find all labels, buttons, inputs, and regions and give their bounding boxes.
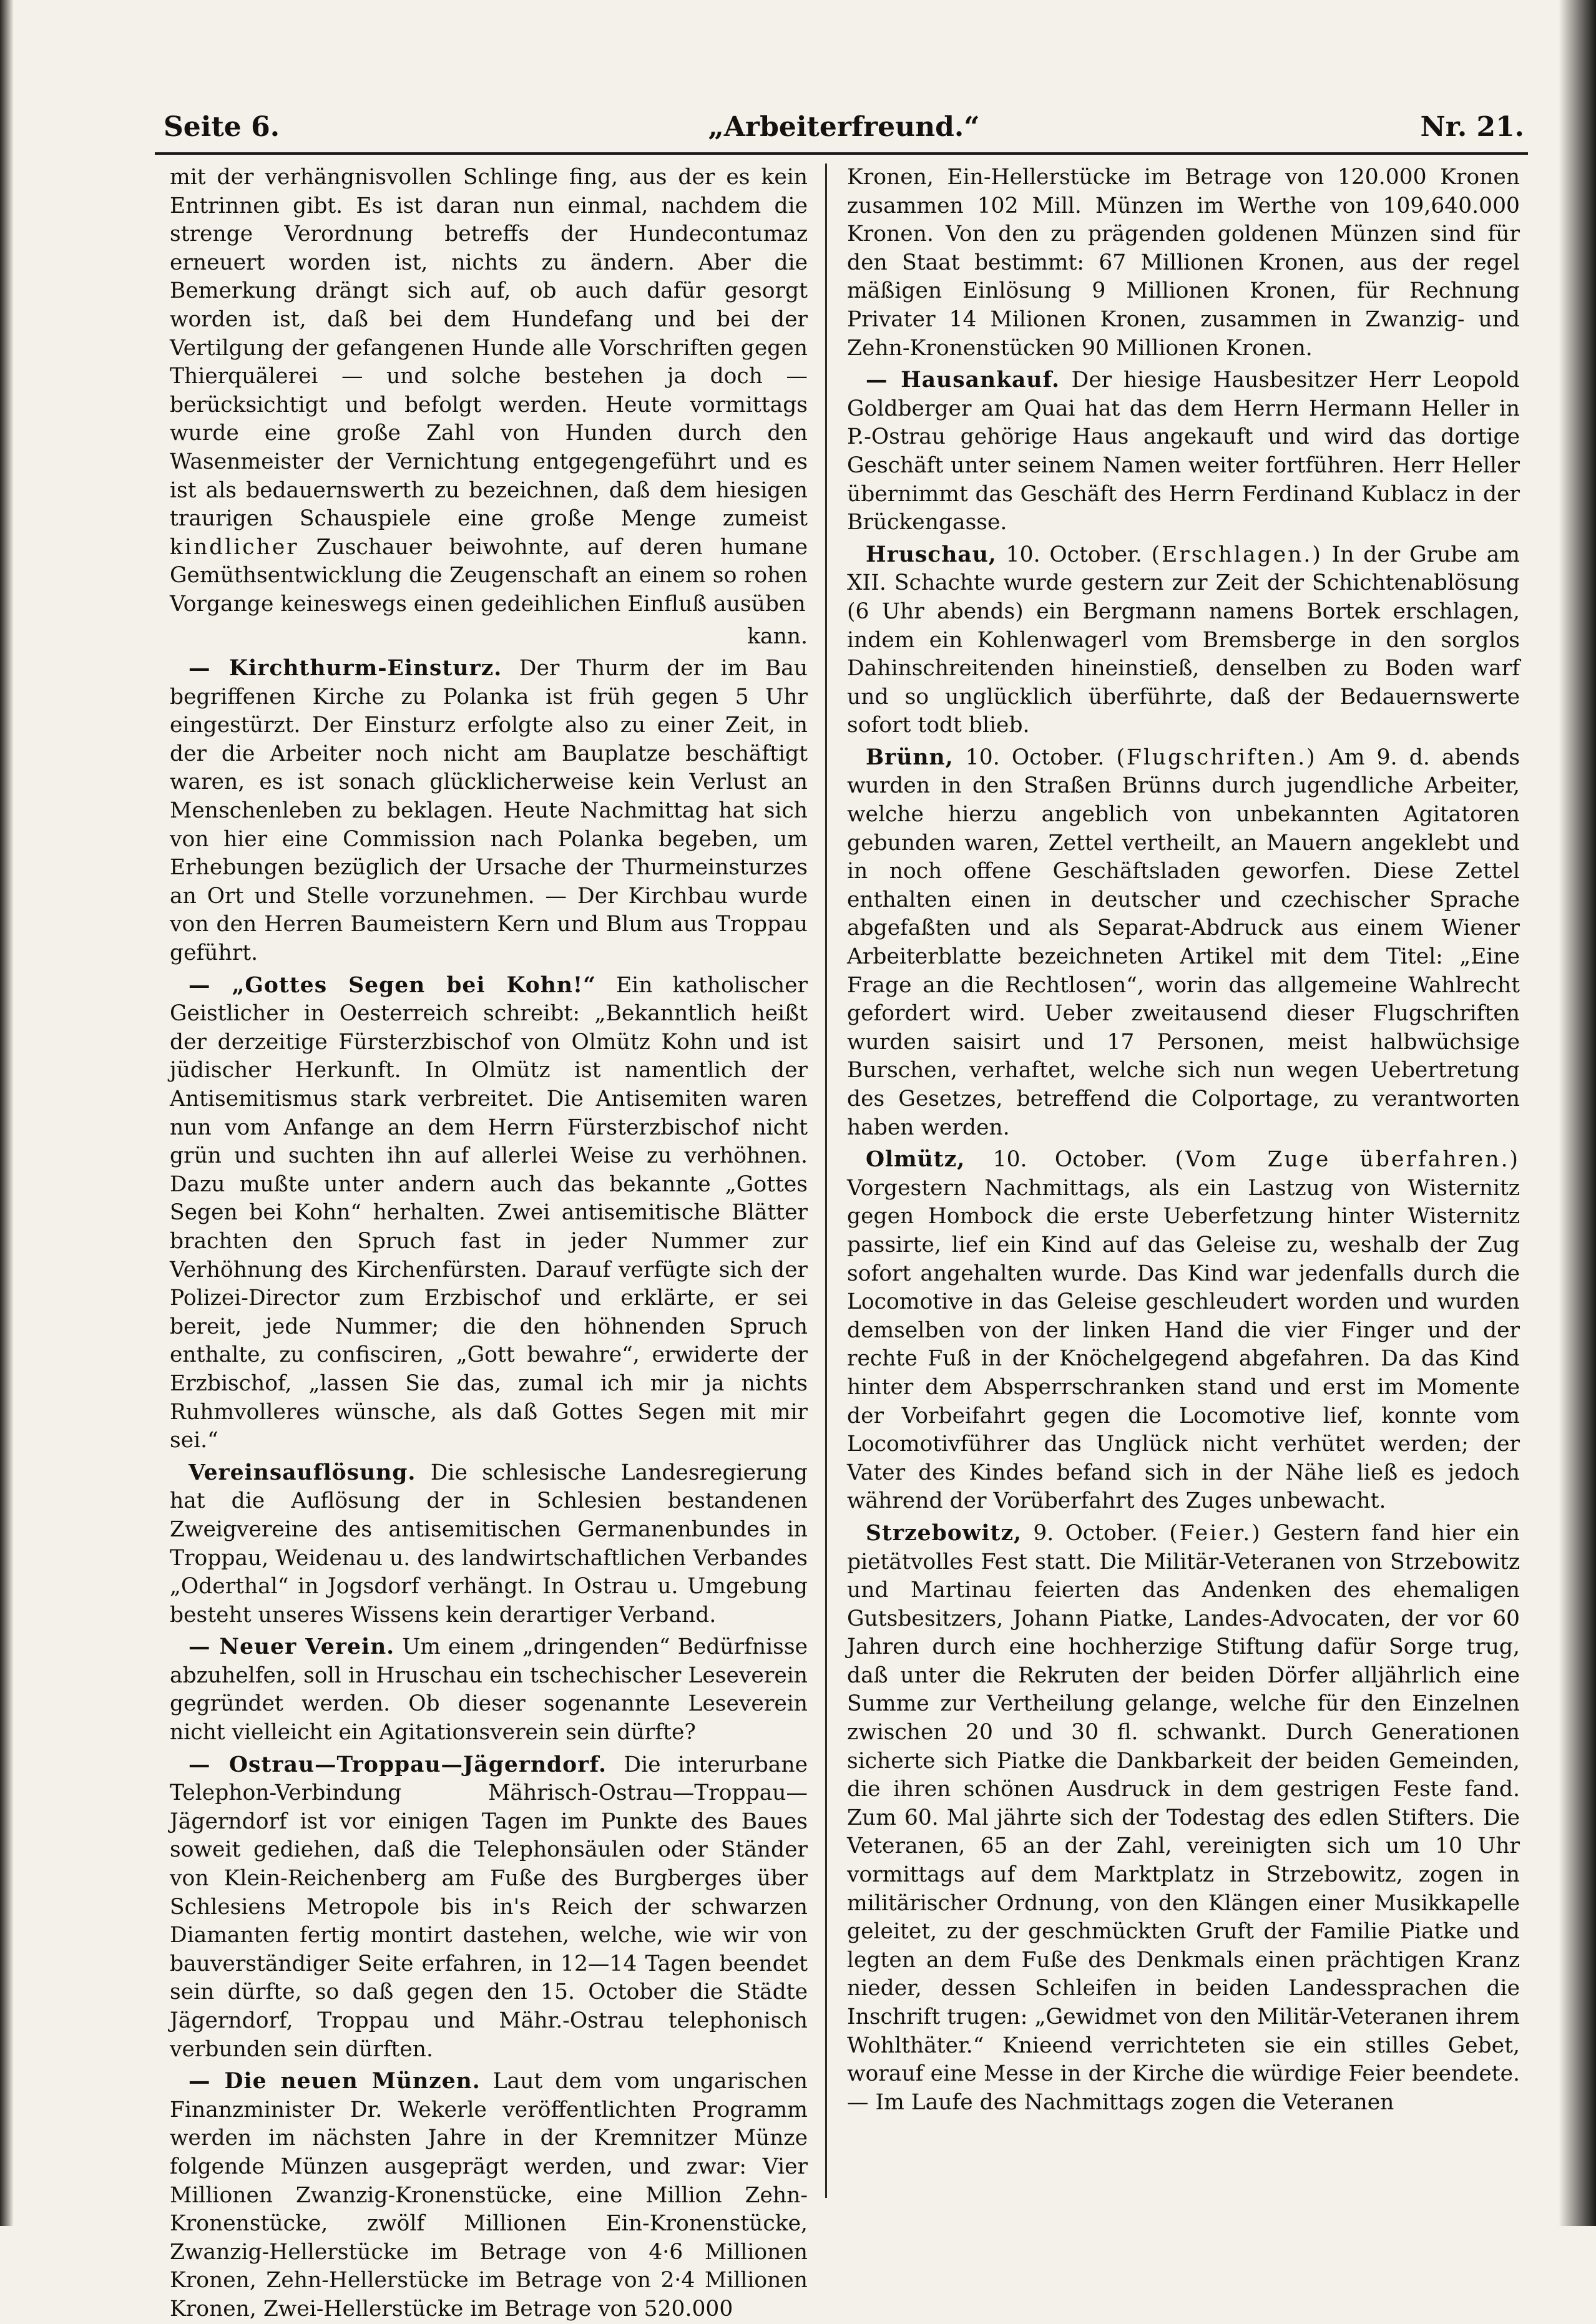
article-olmuetz: Olmütz, 10. October. (Vom Zuge überfahren.) Vorgestern Nachmittags, als ein Lastzug von Wisternitz gegen Hombock die erste Ueberfetzung hinter Wisternitz passirte, lief ein Kind auf das Geleise zu, weshalb der Zug sofort angehalten wurde. Das Kind war jedenfalls durch die Locomotive in das Geleise geschleudert worden und wurden demselben von der linken Hand die vier Finger und der rechte Fuß in der Knöchelgegend abgefahren. Da das Kind hinter dem Absperrschranken stand und erst im Momente der Vorbeifahrt gegen die Locomotive lief, konnte vom Locomotivführer das Unglück nicht verhütet werden; der Vater des Kindes befand sich in der Nähe ließ es jedoch während der Vorüberfahrt des Zuges unbewacht.: [847, 1147, 1520, 1514]
left-page-edge: [0, 0, 14, 2226]
article-church-tower: — Kirchthurm-Einsturz. Der Thurm der im Bau begriffenen Kirche zu Polanka ist früh gegen 5 Uhr eingestürzt. Der Einsturz erfolgte also zu einer Zeit, in der die Arbeiter noch nicht am Bauplatze beschäftigt waren, es ist sonach glücklicherweise kein Verlust an Menschenleben zu beklagen. Heute Nachmittag hat sich von hier eine Commission nach Polanka begeben, um Erhebungen bezüglich der Ursache der Thurmeinsturzes an Ort und Stelle vorzunehmen. — Der Kirchbau wurde von den Herren Baumeistern Kern und Blum aus Troppau geführt.: [170, 656, 808, 966]
article-hausankauf: — Hausankauf. Der hiesige Hausbesitzer Herr Leopold Goldberger am Quai hat das dem Herrn Hermann Heller in P.-Ostrau gehörige Haus angekauft und wird das dortige Geschäft unter seinem Namen weiter fortführen. Herr Heller übernimmt das Geschäft des Herrn Ferdinand Kublacz in der Brückengasse.: [847, 368, 1520, 535]
article-bruenn: Brünn, 10. October. (Flugschriften.) Am 9. d. abends wurden in den Straßen Brünns durch jugendliche Arbeiter, welche hierzu angeblich von unbekannten Agitatoren gebunden waren, Zettel vertheilt, an Mauern angeklebt und in noch offene Geschäftsladen geworfen. Diese Zettel enthalten einen in deutscher und czechischer Sprache abgefaßten und als Separat-Abdruck aus einem Wiener Arbeiterblatte bezeichneten Artikel mit dem Titel: „Eine Frage an die Rechtlosen“, worin das allgemeine Wahlrecht gefordert wird. Ueber zweitausend dieser Flugschriften wurden saisirt und 17 Personen, meist halbwüchsige Burschen, verhaftet, welche sich nun wegen Uebertretung des Gesetzes, betreffend die Colportage, zu verantworten haben werden.: [847, 745, 1520, 1140]
article-vereinsaufloesung: Vereinsauflösung. Die schlesische Landesregierung hat die Auflösung der in Schlesien bestandenen Zweigvereine des antisemitischen Germanenbundes in Troppau, Weidenau u. des landwirtschaftlichen Verbandes „Oderthal“ in Jogsdorf verhängt. In Ostrau u. Umgebung besteht unseres Wissens kein derartiger Verband.: [170, 1460, 808, 1628]
header-rule: [155, 152, 1528, 155]
issue-number: Nr. 21.: [1420, 111, 1524, 143]
headline: Brünn,: [866, 745, 954, 770]
newspaper-title: „Arbeiterfreund.“: [708, 111, 980, 143]
page-number: Seite 6.: [164, 111, 280, 143]
article-hruschau: Hruschau, 10. October. (Erschlagen.) In der Grube am XII. Schachte wurde gestern zur Zeit der Schichtenablösung (6 Uhr abends) ein Bergmann namens Bortek erschlagen, indem ein Kohlenwagerl vom Bremsberge in den sorglos Dahinschreitenden hineinstieß, denselben zu Boden warf und so unglücklich überführte, daß der Bedauernswerte sofort todt blieb.: [847, 542, 1520, 738]
article-new-coins-cont: Kronen, Ein-Hellerstücke im Betrage von 120.000 Kronen zusammen 102 Mill. Münzen im Werthe von 109,640.000 Kronen. Von den zu prägenden goldenen Münzen sind für den Staat bestimmt: 67 Millionen Kronen, aus der regel mäßigen Einlösung 9 Millionen Kronen, für Rechnung Privater 14 Milionen Kronen, zusammen in Zwanzig- und Zehn-Kronenstücken 90 Millionen Kronen.: [847, 165, 1520, 361]
headline: Hruschau,: [866, 542, 997, 567]
headline: Strzebowitz,: [866, 1520, 1022, 1546]
headline: — „Gottes Segen bei Kohn!“: [188, 972, 596, 998]
column-divider: [825, 164, 827, 2198]
page-header: [164, 105, 1524, 149]
right-column: [847, 164, 1520, 2199]
headline: — Kirchthurm-Einsturz.: [188, 656, 502, 681]
headline: — Hausankauf.: [866, 368, 1060, 393]
headline: — Neuer Verein.: [188, 1634, 395, 1660]
headline: Olmütz,: [866, 1147, 966, 1173]
headline: — Ostrau—Troppau—Jägerndorf.: [188, 1752, 607, 1777]
left-column: [170, 164, 808, 2322]
right-page-edge: [1559, 0, 1596, 2226]
article-gottes-segen: — „Gottes Segen bei Kohn!“ Ein katholischer Geistlicher in Oesterreich schreibt: „Bekanntlich heißt der derzeitige Fürsterzbischof von Olmütz Kohn und ist jüdischer Herkunft. In Olmütz ist namentlich der Antisemitismus stark verbreitet. Die Antisemiten waren nun vom Anfange an dem Herrn Fürsterzbischof nicht grün und suchten ihn auf allerlei Weise zu verhöhnen. Dazu mußte unter andern auch das bekannte „Gottes Segen bei Kohn“ herhalten. Zwei antisemitische Blätter brachten den Spruch fast in jeder Nummer zur Verhöhnung des Kirchenfürsten. Darauf verfügte sich der Polizei-Director zum Erzbischof und erklärte, er sei bereit, jede Nummer; die den höhnenden Spruch enthalte, zu confisciren, „Gott bewahre“, erwiderte der Erzbischof, „lassen Sie das, zumal ich mir ja nichts Ruhmvolleres wünsche, als daß Gottes Segen mit mir sei.“: [170, 972, 808, 1453]
headline: — Die neuen Münzen.: [188, 2069, 481, 2094]
article-dogs: mit der verhängnisvollen Schlinge fing, aus der es kein Entrinnen gibt. Es ist daran nun einmal, nachdem die strenge Verordnung betreffs der Hundecontumaz erneuert worden ist, nichts zu ändern. Aber die Bemerkung drängt sich auf, ob auch dafür gesorgt worden ist, daß bei dem Hundefang und bei der Vertilgung der gefangenen Hunde alle Vorschriften gegen Thierquälerei — und solche bestehen ja doch — berücksichtigt und befolgt werden. Heute vormittags wurde eine große Zahl von Hunden durch den Wasenmeister der Vernichtung entgegengeführt und es ist als bedauernswerth zu bezeichnen, daß dem hiesigen traurigen Schauspiele eine große Menge zumeist kindlicher Zuschauer beiwohnte, auf deren humane Gemüthsentwicklung die Zeugenschaft an einem so rohen Vorgange keineswegs einen gedeihlichen Einfluß ausüben: [170, 165, 808, 617]
article-dogs-end: kann.: [747, 623, 808, 649]
article-telephone: — Ostrau—Troppau—Jägerndorf. Die interurbane Telephon-Verbindung Mährisch-Ostrau—Troppau—Jägerndorf ist vor einigen Tagen im Punkte des Baues soweit gediehen, daß die Telephonsäulen oder Ständer von Klein-Reichenberg am Fuße des Burgberges über Schlesiens Metropole bis in's Reich der schwarzen Diamanten fertig montirt dastehen, welche, wie wir von bauverständiger Seite erfahren, in 12—14 Tagen beendet sein dürfte, so daß gegen den 15. October die Städte Jägerndorf, Troppau und Mähr.-Ostrau telephonisch verbunden sein dürften.: [170, 1752, 808, 2062]
article-neuer-verein: — Neuer Verein. Um einem „dringenden“ Bedürfnisse abzuhelfen, soll in Hruschau ein tschechischer Leseverein gegründet werden. Ob dieser sogenannte Leseverein nicht vielleicht ein Agitationsverein sein dürfte?: [170, 1634, 808, 1745]
article-strzebowitz: Strzebowitz, 9. October. (Feier.) Gestern fand hier ein pietätvolles Fest statt. Die Militär-Veteranen von Strzebowitz und Martinau feierten das Andenken des ehemaligen Gutsbesitzers, Johann Piatke, Landes-Advocaten, der vor 60 Jahren durch eine hochherzige Stiftung dafür Sorge trug, daß unter die Rekruten der beiden Dörfer alljährlich eine Summe zur Vertheilung gelange, welche für den Einzelnen zwischen 20 und 30 fl. schwankt. Durch Generationen sicherte sich Piatke die Dankbarkeit der beiden Gemeinden, die ihren schönen Ausdruck in dem gestrigen Feste fand. Zum 60. Mal jährte sich der Todestag des edlen Stifters. Die Veteranen, 65 an der Zahl, vereinigten sich um 10 Uhr vormittags auf dem Marktplatz in Strzebowitz, zogen in militärischer Ordnung, von den Klängen einer Musikkapelle geleitet, zu der geschmückten Gruft der Familie Piatke und legten an dem Fuße des Denkmals einen prächtigen Kranz nieder, dessen Schleifen in beiden Landessprachen die Inschrift trugen: „Gewidmet von den Militär-Veteranen ihrem Wohlthäter.“ Knieend verrichteten sie ein stilles Gebet, worauf eine Messe in der Kirche die würdige Feier beendete. — Im Laufe des Nachmittags zogen die Veteranen: [847, 1520, 1520, 2115]
article-new-coins: — Die neuen Münzen. Laut dem vom ungarischen Finanzminister Dr. Wekerle veröffentlichten Programm werden im nächsten Jahre in der Kremnitzer Münze folgende Münzen ausgeprägt werden, und zwar: Vier Millionen Zwanzig-Kronenstücke, eine Million Zehn-Kronenstücke, zwölf Millionen Ein-Kronenstücke, Zwanzig-Hellerstücke im Betrage von 4·6 Millionen Kronen, Zehn-Hellerstücke im Betrage von 2·4 Millionen Kronen, Zwei-Hellerstücke im Betrage von 520.000: [170, 2069, 808, 2322]
headline: Vereinsauflösung.: [188, 1460, 416, 1485]
